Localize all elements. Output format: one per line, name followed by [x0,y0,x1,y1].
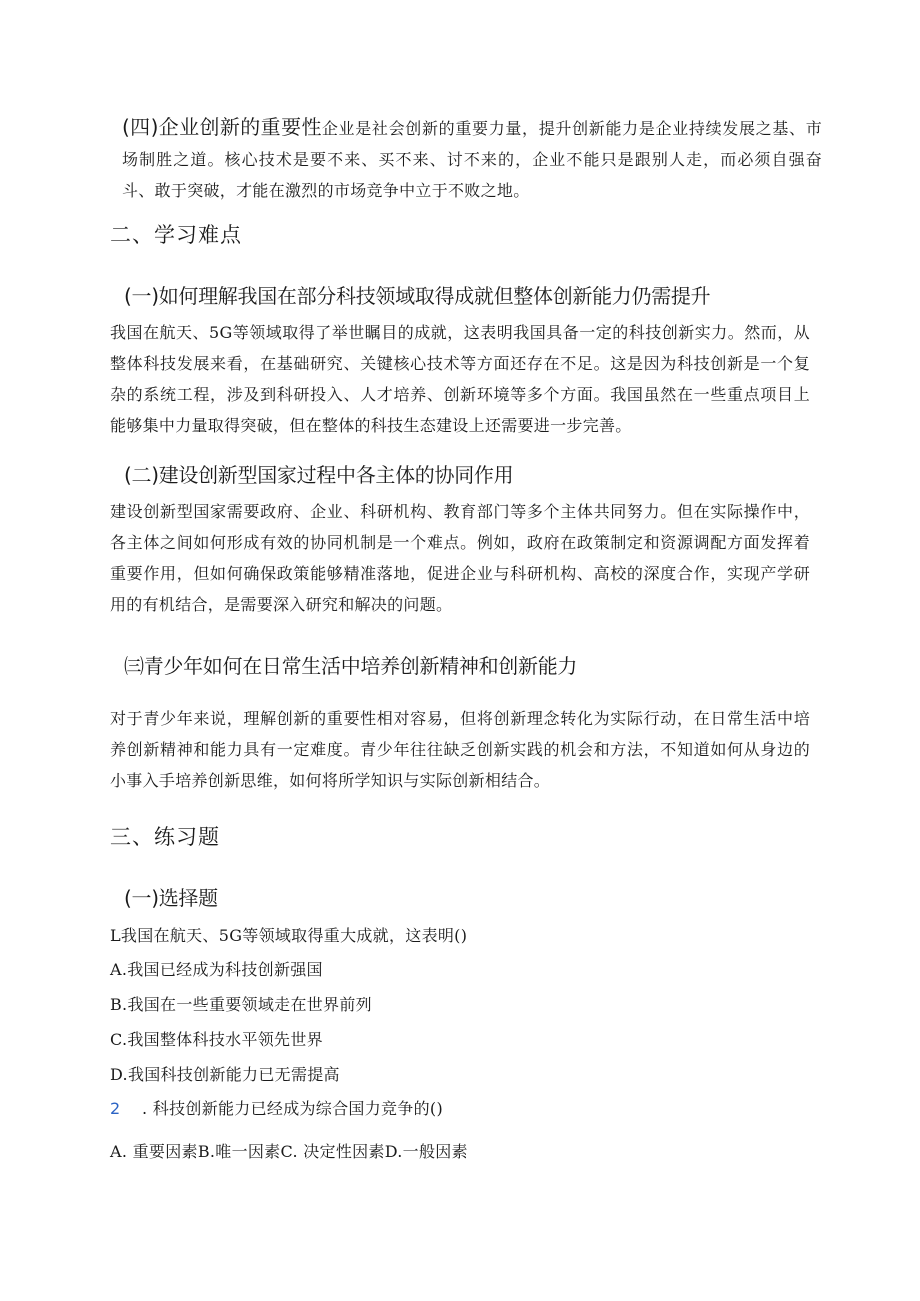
q1-option-c: C.我国整体科技水平领先世界 [110,1030,323,1049]
section2-item3-heading: ㈢青少年如何在日常生活中培养创新精神和创新能力 [124,654,578,678]
section2-item3-text: 对于青少年来说，理解创新的重要性相对容易，但将创新理念转化为实际行动，在日常生活中培养创新精神和能力具有一定难度。青少年往往缺乏创新实践的机会和方法，不知道如何从身边的小事入手培养创新思维，如何将所学知识与实际创新相结合。 [110,709,810,790]
section2-item2-heading: (二)建设创新型国家过程中各主体的协同作用 [124,463,514,487]
section2-item1-text: 我国在航天、5G等领域取得了举世瞩目的成就，这表明我国具备一定的科技创新实力。然而，从整体科技发展来看，在基础研究、关键核心技术等方面还存在不足。这是因为科技创新是一个复杂的系统工程，涉及到科研投入、人才培养、创新环境等多个方面。我国虽然在一些重点项目上能够集中力量取得突破，但在整体的科技生态建设上还需要进一步完善。 [110,323,810,435]
section2-item2-text: 建设创新型国家需要政府、企业、科研机构、教育部门等多个主体共同努力。但在实际操作中，各主体之间如何形成有效的协同机制是一个难点。例如，政府在政策制定和资源调配方面发挥着重要作用，但如何确保政策能够精准落地，促进企业与科研机构、高校的深度合作，实现产学研用的有机结合，是需要深入研究和解决的问题。 [110,502,810,614]
q1-stem: L我国在航天、5G等领域取得重大成就，这表明() [110,926,468,945]
section2-item1-heading: (一)如何理解我国在部分科技领域取得成就但整体创新能力仍需提升 [124,284,711,308]
q1-option-b: B.我国在一些重要领域走在世界前列 [110,995,372,1014]
q2-options: A. 重要因素B.唯一因素C. 决定性因素D.一般因素 [110,1142,468,1161]
q2-stem: . 科技创新能力已经成为综合国力竞争的() [142,1099,443,1118]
part4-paragraph [110,112,822,206]
q1-option-d: D.我国科技创新能力已无需提高 [110,1065,340,1084]
part4-text: 企业是社会创新的重要力量，提升创新能力是企业持续发展之基、市场制胜之道。核心技术是要不来、买不来、讨不来的，企业不能只是跟别人走，而必须自强奋斗、敢于突破，才能在激烈的市场竞争中立于不败之地。 [122,119,822,200]
section3-title: 三、练习题 [110,825,220,849]
q2-number: 2 [110,1099,121,1118]
part4-heading: (四)企业创新的重要性 [122,115,322,139]
section2-title: 二、学习难点 [110,223,242,247]
section3-sub-title: (一)选择题 [124,886,218,910]
q1-option-a: A.我国已经成为科技创新强国 [110,960,323,979]
q2-line [110,1099,443,1119]
